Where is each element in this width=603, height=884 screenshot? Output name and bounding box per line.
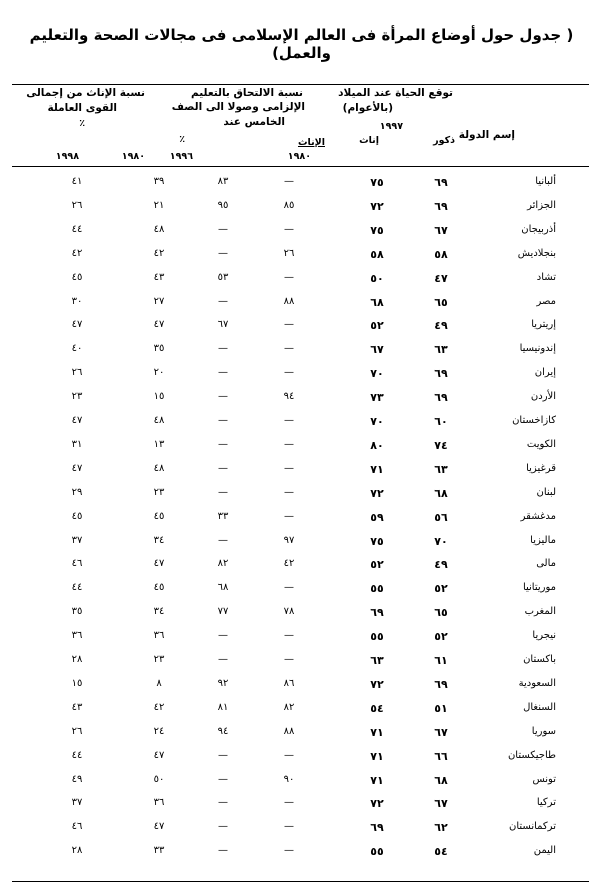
cell-labor-1980: ٢١ [153,199,165,211]
cell-enroll-1996: — [218,367,228,379]
cell-enroll-1980: ٩٠ [283,773,295,785]
header-enrollment-3: الخامس عند [223,116,285,128]
cell-country: كازاخستان [512,415,556,426]
cell-male-life: ٦٩ [434,199,448,213]
cell-country: مدغشقر [520,510,556,522]
cell-enroll-1980: — [284,271,294,283]
cell-enroll-1980: — [284,654,294,665]
cell-male-life: ٦٣ [434,343,448,357]
cell-female-life: ٨٠ [370,438,384,452]
cell-labor-1980: ٢٣ [153,486,165,498]
cell-male-life: ٦٧ [434,725,448,739]
cell-female-life: ٥٤ [370,701,384,715]
cell-country: مالى [536,558,556,570]
header-enrollment-2: الإلزامى وصولا الى الصف [171,101,305,113]
cell-labor-1998: ٤٤ [71,223,83,235]
cell-enroll-1980: ٧٨ [283,606,295,618]
cell-country: تشاد [536,271,556,283]
cell-enroll-1996: — [218,534,228,546]
cell-labor-1980: ٣٥ [153,343,165,355]
cell-labor-1980: ٢٠ [153,367,165,379]
cell-labor-1980: ٤٧ [153,558,165,570]
cell-enroll-1996: — [218,797,228,809]
cell-labor-1998: ٢٨ [71,654,83,665]
header-enrollment-1996: ١٩٩٦ [169,151,193,162]
cell-labor-1998: ٢٩ [71,486,83,498]
cell-labor-1980: ٤٢ [153,247,165,259]
cell-male-life: ٥٢ [434,582,448,596]
cell-labor-1980: ٤٨ [153,462,165,474]
cell-country: لبنان [536,486,556,498]
cell-enroll-1996: — [218,630,228,642]
cell-country: إريتريا [531,319,556,331]
cell-enroll-1980: — [284,438,294,450]
cell-labor-1980: ٤٥ [153,582,165,594]
cell-labor-1998: ٢٦ [71,367,83,379]
cell-labor-1998: ٤١ [71,176,83,187]
cell-enroll-1980: ٢٦ [283,247,295,259]
cell-male-life: ٦٧ [434,797,448,811]
cell-female-life: ٦٧ [370,343,384,357]
cell-labor-1998: ٤٣ [71,701,83,713]
cell-male-life: ٦٥ [434,606,448,620]
cell-labor-1980: ٢٣ [153,654,165,665]
header-labor-pct: ٪ [79,118,85,129]
cell-labor-1980: ٤٧ [153,749,165,761]
cell-female-life: ٧١ [370,725,384,739]
cell-male-life: ٧٠ [434,534,448,548]
cell-labor-1998: ٤٢ [71,247,83,259]
cell-labor-1980: ٤٢ [153,701,165,713]
cell-female-life: ٥٥ [370,630,384,644]
cell-country: السنغال [523,701,556,713]
cell-female-life: ٧٥ [370,176,384,189]
cell-female-life: ٧٢ [370,199,384,213]
header-life-expectancy-1: توقع الحياة عند الميلاد [338,87,453,99]
cell-male-life: ٤٩ [434,558,448,572]
cell-enroll-1996: — [218,821,228,833]
cell-labor-1980: ١٥ [153,391,165,403]
cell-labor-1998: ٢٦ [71,199,83,211]
header-labor-1980: ١٩٨٠ [121,151,145,162]
cell-enroll-1980: ٤٢ [283,558,295,570]
header-country: إسم الدولة [458,129,515,141]
cell-female-life: ٦٣ [370,654,384,667]
cell-country: مصر [536,295,556,307]
header-males: ذكور [433,135,455,146]
cell-male-life: ٦٨ [434,773,448,787]
cell-enroll-1996: — [218,462,228,474]
cell-male-life: ٦٩ [434,367,448,381]
header-enrollment-1980: ١٩٨٠ [287,151,311,162]
cell-enroll-1980: — [284,415,294,426]
cell-enroll-1996: — [218,415,228,426]
cell-enroll-1980: — [284,319,294,331]
cell-enroll-1980: ٨٢ [283,701,295,713]
cell-labor-1998: ٣٥ [71,606,83,618]
cell-country: الأردن [530,391,556,403]
cell-labor-1980: ٢٤ [153,725,165,737]
cell-enroll-1980: ٨٥ [283,199,295,211]
cell-male-life: ٥٢ [434,630,448,644]
cell-country: إندونيسيا [519,343,556,355]
cell-female-life: ٥٥ [370,582,384,596]
cell-enroll-1996: — [218,391,228,403]
cell-country: الكويت [526,438,556,450]
header-labor-1998: ١٩٩٨ [55,151,79,162]
cell-country: نيجريا [532,630,556,642]
header-females: إناث [359,135,379,146]
cell-labor-1998: ٢٦ [71,725,83,737]
cell-female-life: ٧٣ [370,391,384,405]
cell-enroll-1980: ٨٦ [283,677,295,689]
cell-enroll-1996: ٨١ [217,701,229,713]
cell-labor-1998: ٤٤ [71,749,83,761]
cell-enroll-1996: — [218,845,228,857]
header-enrollment-1: نسبة الالتحاق بالتعليم [191,87,303,99]
cell-enroll-1996: — [218,486,228,498]
cell-female-life: ٥٢ [370,558,384,572]
cell-labor-1998: ٣٧ [71,534,83,546]
cell-country: إيران [534,367,556,379]
cell-country: باكستان [523,654,556,665]
cell-country: الجزائر [527,199,556,211]
cell-enroll-1980: — [284,749,294,761]
cell-enroll-1980: — [284,367,294,379]
header-separator [12,166,589,167]
cell-country: تركيا [536,797,556,809]
cell-enroll-1980: — [284,845,294,857]
cell-country: قرغيزيا [526,462,556,474]
cell-country: السعودية [518,677,556,689]
cell-enroll-1996: — [218,654,228,665]
cell-female-life: ٧٠ [370,367,384,381]
cell-female-life: ٦٩ [370,821,384,835]
cell-enroll-1996: ٨٣ [217,176,229,187]
cell-enroll-1996: ٩٥ [217,199,229,211]
cell-labor-1980: ٤٥ [153,510,165,522]
cell-male-life: ٥١ [434,701,448,715]
cell-enroll-1980: ٨٨ [283,725,295,737]
cell-country: سوريا [531,725,556,737]
cell-labor-1998: ٣٦ [71,630,83,642]
cell-labor-1980: ٥٠ [153,773,165,785]
cell-female-life: ٧٥ [370,534,384,548]
cell-labor-1998: ٤٠ [71,343,83,355]
cell-enroll-1996: ٩٤ [217,725,229,737]
cell-labor-1980: ٣٣ [153,845,165,857]
cell-male-life: ٦٨ [434,486,448,500]
cell-enroll-1980: — [284,462,294,474]
cell-country: تونس [532,773,556,785]
header-labor-1: نسبة الإناث من إجمالى [26,87,145,99]
cell-female-life: ٧١ [370,773,384,787]
cell-enroll-1980: ٩٤ [283,391,295,403]
cell-labor-1998: ٣٧ [71,797,83,809]
cell-enroll-1996: ٩٢ [217,677,229,689]
cell-labor-1998: ٢٣ [71,391,83,403]
cell-female-life: ٥٥ [370,845,384,859]
cell-labor-1998: ٤٧ [71,319,83,331]
cell-country: ماليزيا [530,534,556,546]
cell-enroll-1996: ٦٨ [217,582,229,594]
cell-labor-1998: ٤٥ [71,271,83,283]
cell-female-life: ٧٠ [370,415,384,428]
cell-female-life: ٧٢ [370,677,384,691]
cell-labor-1998: ٤٦ [71,558,83,570]
cell-enroll-1996: ٣٣ [217,510,229,522]
cell-male-life: ٥٦ [434,510,448,524]
cell-enroll-1996: ٦٧ [217,319,229,331]
cell-female-life: ٧١ [370,749,384,763]
cell-country: موريتانيا [522,582,556,594]
cell-labor-1998: ٤٥ [71,510,83,522]
header-enrollment-females: الإناث [297,137,325,148]
cell-labor-1980: ٣٩ [153,176,165,187]
page-title: ( جدول حول أوضاع المرأة فى العالم الإسلامى فى مجالات الصحة والتعليم والعمل) [29,26,574,62]
cell-enroll-1996: — [218,438,228,450]
cell-enroll-1980: — [284,223,294,235]
cell-enroll-1980: — [284,630,294,642]
cell-labor-1980: ٣٤ [153,534,165,546]
cell-female-life: ٥٨ [370,247,384,261]
cell-male-life: ٦٦ [434,749,448,763]
cell-female-life: ٧١ [370,462,384,476]
cell-country: أذربيجان [521,223,556,235]
cell-male-life: ٦١ [434,654,448,667]
header-labor-2: القوى العاملة [47,102,117,114]
cell-labor-1998: ٤٦ [71,821,83,833]
cell-enroll-1996: — [218,247,228,259]
cell-male-life: ٦٧ [434,223,448,237]
cell-enroll-1980: — [284,510,294,522]
cell-female-life: ٧٥ [370,223,384,237]
cell-male-life: ٦٠ [434,415,448,428]
cell-enroll-1996: ٨٢ [217,558,229,570]
cell-country: ألبانيا [535,176,556,187]
cell-enroll-1980: — [284,821,294,833]
cell-male-life: ٥٤ [434,845,448,859]
cell-country: بنجلاديش [517,247,556,259]
cell-labor-1980: ٤٨ [153,415,165,426]
cell-male-life: ٤٧ [434,271,448,285]
cell-country: تركمانستان [508,821,556,833]
cell-enroll-1996: — [218,773,228,785]
cell-male-life: ٦٩ [434,176,448,189]
cell-labor-1980: ٤٨ [153,223,165,235]
cell-male-life: ٦٣ [434,462,448,476]
cell-labor-1980: ٤٧ [153,319,165,331]
header-life-expectancy-2: (بالأعوام) [342,102,393,114]
cell-country: طاجيكستان [507,749,556,761]
cell-labor-1980: ٣٦ [153,630,165,642]
cell-female-life: ٥٢ [370,319,384,333]
cell-female-life: ٧٢ [370,486,384,500]
cell-enroll-1996: — [218,749,228,761]
cell-labor-1998: ٢٨ [71,845,83,857]
cell-enroll-1996: — [218,295,228,307]
cell-enroll-1980: — [284,343,294,355]
cell-labor-1980: ٨ [156,677,162,689]
cell-enroll-1996: — [218,223,228,235]
cell-labor-1980: ٢٧ [153,295,165,307]
cell-enroll-1996: ٥٣ [217,271,229,283]
cell-labor-1998: ٤٤ [71,582,83,594]
cell-male-life: ٦٥ [434,295,448,309]
cell-female-life: ٦٩ [370,606,384,620]
cell-enroll-1980: — [284,797,294,809]
cell-female-life: ٦٨ [370,295,384,309]
cell-male-life: ٦٢ [434,821,448,835]
cell-male-life: ٦٩ [434,677,448,691]
cell-labor-1998: ٤٧ [71,415,83,426]
cell-labor-1998: ٤٩ [71,773,83,785]
cell-female-life: ٥٠ [370,271,384,285]
cell-labor-1980: ٣٦ [153,797,165,809]
cell-country: المغرب [524,606,556,618]
cell-male-life: ٦٩ [434,391,448,405]
cell-male-life: ٤٩ [434,319,448,333]
cell-labor-1998: ٣٠ [71,295,83,307]
cell-enroll-1980: — [284,582,294,594]
cell-enroll-1980: — [284,486,294,498]
cell-female-life: ٧٢ [370,797,384,811]
cell-enroll-1996: — [218,343,228,355]
cell-labor-1998: ١٥ [71,677,83,689]
header-enrollment-pct: ٪ [179,134,185,145]
cell-labor-1998: ٤٧ [71,462,83,474]
cell-labor-1980: ٤٧ [153,821,165,833]
header-life-year: ١٩٩٧ [379,121,403,132]
cell-female-life: ٥٩ [370,510,384,524]
cell-labor-1980: ٣٤ [153,606,165,618]
cell-labor-1980: ٤٣ [153,271,165,283]
cell-male-life: ٥٨ [434,247,448,261]
cell-labor-1980: ١٣ [153,438,165,450]
cell-enroll-1980: ٩٧ [283,534,295,546]
cell-male-life: ٧٤ [434,438,448,452]
cell-enroll-1980: — [284,176,294,187]
cell-enroll-1996: ٧٧ [217,606,229,618]
cell-enroll-1980: ٨٨ [283,295,295,307]
cell-labor-1998: ٣١ [71,438,83,450]
cell-country: اليمن [533,845,556,857]
